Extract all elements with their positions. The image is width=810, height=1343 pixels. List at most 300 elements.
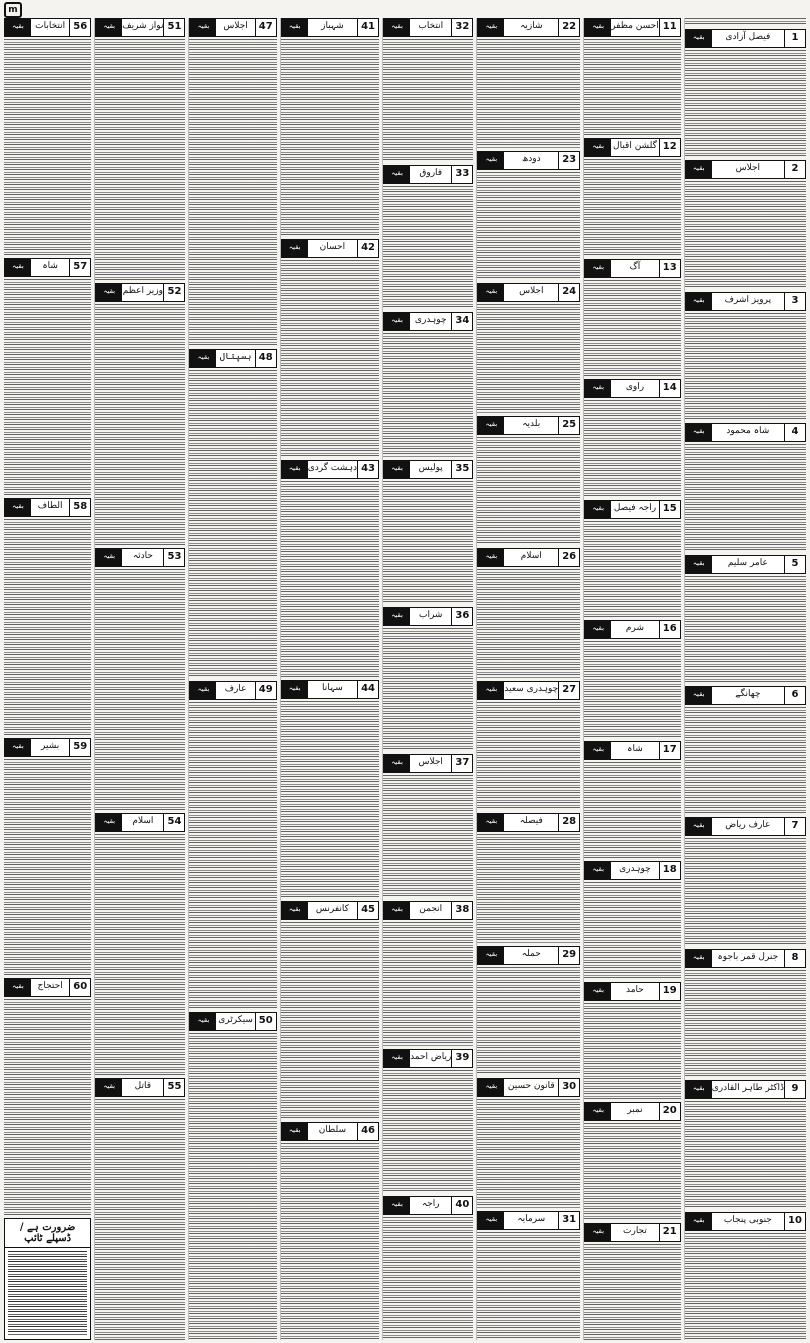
story-header[interactable]	[584, 500, 681, 519]
continued-badge: بقیہ	[5, 499, 31, 516]
continued-badge: بقیہ	[96, 19, 122, 36]
story-body-text	[584, 1123, 681, 1219]
story-block	[95, 18, 185, 280]
story-header[interactable]	[477, 1211, 580, 1230]
classified-ad-box	[4, 1218, 91, 1340]
story-body-text	[685, 707, 806, 814]
story-block	[281, 901, 379, 1119]
story-number: 22	[558, 19, 579, 36]
story-header[interactable]	[584, 379, 681, 398]
continued-badge: بقیہ	[585, 1103, 611, 1120]
story-header[interactable]	[383, 754, 473, 773]
story-block	[584, 741, 681, 858]
story-header[interactable]	[477, 151, 580, 170]
continued-badge: بقیہ	[384, 608, 410, 625]
story-title: شاہ	[627, 743, 643, 754]
story-body-text	[584, 39, 681, 135]
continued-badge: بقیہ	[96, 814, 122, 831]
story-header[interactable]	[281, 901, 379, 920]
classified-title: ضرورت ہے / ڈسپلے ٹائپ	[5, 1219, 90, 1248]
story-block	[383, 1196, 473, 1340]
story-body-text	[95, 569, 185, 810]
story-block	[383, 754, 473, 898]
story-header[interactable]	[685, 29, 806, 48]
story-title: شازیہ	[520, 21, 543, 31]
continued-badge: بقیہ	[686, 293, 712, 310]
continued-badge: بقیہ	[585, 19, 611, 36]
continued-badge: بقیہ	[282, 19, 308, 36]
story-number: 6	[784, 687, 805, 704]
story-body-text	[383, 775, 473, 898]
continued-badge: بقیہ	[585, 1224, 611, 1241]
story-header[interactable]	[685, 292, 806, 311]
newspaper-logo: m	[4, 2, 22, 18]
story-block	[383, 312, 473, 456]
story-body-text	[189, 702, 276, 1009]
story-title: اسلام	[132, 816, 154, 826]
story-body-text	[477, 569, 580, 678]
story-body-text	[477, 172, 580, 281]
story-title: نمبر	[627, 1105, 643, 1116]
story-header[interactable]	[477, 681, 580, 700]
story-title: چھانگے	[735, 689, 761, 700]
story-title: شرم	[625, 623, 644, 634]
story-number: 23	[558, 152, 579, 169]
story-title: دودھ	[521, 153, 541, 164]
story-title: جنوبی پنجاب	[723, 1214, 772, 1225]
story-block	[189, 681, 276, 1009]
story-body-text	[383, 628, 473, 751]
story-title: وزیر اعظم	[122, 286, 163, 296]
story-number: 54	[163, 814, 184, 831]
story-header[interactable]	[4, 738, 91, 757]
story-header[interactable]	[189, 18, 276, 37]
story-body-text	[189, 39, 276, 346]
story-body-text	[4, 39, 91, 255]
story-header[interactable]	[477, 548, 580, 567]
story-header[interactable]	[383, 1049, 473, 1068]
continued-badge: بقیہ	[478, 1212, 504, 1229]
story-title: ریاض احمد	[410, 1051, 452, 1062]
story-title: حملہ	[521, 948, 541, 959]
story-header[interactable]	[383, 460, 473, 479]
story-body-text	[383, 922, 473, 1045]
story-title: پولیس	[418, 462, 443, 473]
continued-badge: بقیہ	[686, 1081, 712, 1098]
story-body-text	[584, 641, 681, 737]
continued-badge: بقیہ	[96, 1079, 122, 1096]
story-block	[383, 460, 473, 604]
story-number: 13	[659, 260, 680, 277]
story-block	[95, 283, 185, 545]
continued-badge: بقیہ	[585, 862, 611, 879]
continued-badge: بقیہ	[686, 556, 712, 573]
story-number: 14	[659, 380, 680, 397]
story-title: اجلاس	[735, 163, 761, 174]
story-title: سلطان	[318, 1125, 347, 1136]
story-header[interactable]	[685, 555, 806, 574]
continued-badge: بقیہ	[5, 979, 31, 996]
story-block	[477, 681, 580, 811]
story-body-text	[95, 39, 185, 280]
story-title: ہسپتال	[219, 352, 252, 363]
story-header[interactable]	[584, 1223, 681, 1242]
continued-badge: بقیہ	[686, 161, 712, 178]
story-body-text	[477, 1099, 580, 1208]
story-header[interactable]	[4, 978, 91, 997]
story-header[interactable]	[584, 259, 681, 278]
continued-badge: بقیہ	[478, 947, 504, 964]
classified-body-text	[8, 1251, 87, 1336]
news-column	[382, 18, 473, 1340]
story-header[interactable]	[477, 18, 580, 37]
story-header[interactable]	[685, 817, 806, 836]
story-number: 43	[357, 461, 378, 478]
story-block	[477, 416, 580, 546]
story-block	[4, 498, 91, 735]
story-header[interactable]	[584, 18, 681, 37]
story-title: انجمن	[419, 904, 443, 915]
story-block	[584, 620, 681, 737]
story-header[interactable]	[189, 681, 276, 700]
story-header[interactable]	[685, 686, 806, 705]
story-header[interactable]	[95, 18, 185, 37]
story-header[interactable]	[4, 498, 91, 517]
story-header[interactable]	[584, 982, 681, 1001]
story-body-text	[477, 834, 580, 943]
continued-badge: بقیہ	[282, 681, 308, 698]
continued-badge: بقیہ	[190, 350, 216, 367]
continued-badge: بقیہ	[478, 814, 504, 831]
story-header[interactable]	[685, 949, 806, 968]
story-number: 29	[558, 947, 579, 964]
story-body-text	[4, 279, 91, 495]
continued-badge: بقیہ	[190, 19, 216, 36]
story-title: راوی	[625, 382, 645, 393]
story-block	[584, 500, 681, 617]
story-block	[95, 548, 185, 810]
continued-badge: بقیہ	[384, 313, 410, 330]
story-header[interactable]	[95, 283, 185, 302]
story-block	[95, 813, 185, 1075]
story-header[interactable]	[584, 861, 681, 880]
story-block	[584, 259, 681, 376]
story-block	[383, 607, 473, 751]
story-body-text	[281, 922, 379, 1119]
story-title: شہباز	[321, 21, 344, 31]
continued-badge: بقیہ	[282, 1123, 308, 1140]
continued-badge: بقیہ	[478, 1079, 504, 1096]
news-column	[280, 18, 379, 1340]
story-title: فاروق	[419, 168, 443, 179]
story-block	[685, 1080, 806, 1208]
story-body-text	[477, 1232, 580, 1341]
story-number: 12	[659, 139, 680, 156]
story-body-text	[477, 39, 580, 148]
story-block	[584, 982, 681, 1099]
story-number: 32	[451, 19, 472, 36]
story-number: 59	[69, 739, 90, 756]
story-title: نواز شریف	[122, 21, 164, 31]
story-title: بشیر	[41, 741, 60, 751]
story-block	[4, 978, 91, 1215]
continued-badge: بقیہ	[686, 424, 712, 441]
story-block	[685, 686, 806, 814]
story-title: آگ	[629, 261, 641, 272]
story-number: 26	[558, 549, 579, 566]
continued-badge: بقیہ	[384, 1197, 410, 1214]
story-block	[477, 151, 580, 281]
continued-badge: بقیہ	[96, 284, 122, 301]
story-title: الطاف	[37, 501, 63, 511]
story-number: 5	[784, 556, 805, 573]
story-title: حادثہ	[132, 551, 153, 561]
story-title: انتخابات	[35, 21, 66, 31]
story-number: 57	[69, 259, 90, 276]
story-header[interactable]	[383, 165, 473, 184]
story-title: احسان	[319, 241, 346, 252]
story-number: 55	[163, 1079, 184, 1096]
story-body-text	[685, 313, 806, 420]
story-header[interactable]	[477, 946, 580, 965]
story-header[interactable]	[281, 239, 379, 258]
story-block	[477, 946, 580, 1076]
story-number: 24	[558, 284, 579, 301]
continued-badge: بقیہ	[585, 983, 611, 1000]
continued-badge: بقیہ	[686, 687, 712, 704]
story-title: احتجاج	[37, 981, 63, 991]
story-number: 20	[659, 1103, 680, 1120]
story-number: 36	[451, 608, 472, 625]
story-body-text	[584, 280, 681, 376]
story-block	[477, 1078, 580, 1208]
story-title: قاتل	[134, 1081, 152, 1091]
story-body-text	[685, 444, 806, 551]
continued-badge: بقیہ	[190, 1013, 216, 1030]
story-block	[4, 18, 91, 255]
story-header[interactable]	[685, 423, 806, 442]
story-header[interactable]	[4, 18, 91, 37]
story-number: 50	[255, 1013, 276, 1030]
story-number: 56	[69, 19, 90, 36]
story-header[interactable]	[383, 901, 473, 920]
story-number: 39	[451, 1050, 472, 1067]
story-block	[477, 548, 580, 678]
story-block	[281, 239, 379, 457]
story-block	[281, 460, 379, 678]
story-body-text	[685, 1101, 806, 1208]
story-block	[584, 18, 681, 135]
story-number: 3	[784, 293, 805, 310]
story-number: 52	[163, 284, 184, 301]
story-header[interactable]	[477, 416, 580, 435]
continued-badge: بقیہ	[384, 19, 410, 36]
story-number: 16	[659, 621, 680, 638]
story-header[interactable]	[685, 160, 806, 179]
story-header[interactable]	[383, 1196, 473, 1215]
story-body-text	[383, 1217, 473, 1340]
story-number: 42	[357, 240, 378, 257]
story-title: چوہدری سعید	[504, 683, 559, 694]
story-body-text	[685, 576, 806, 683]
story-title: گلشن اقبال	[613, 141, 657, 152]
story-body-text	[4, 999, 91, 1215]
story-number: 37	[451, 755, 472, 772]
story-number: 33	[451, 166, 472, 183]
story-number: 25	[558, 417, 579, 434]
story-number: 28	[558, 814, 579, 831]
story-block	[584, 1102, 681, 1219]
story-block	[383, 165, 473, 309]
story-body-text	[584, 400, 681, 496]
continued-badge: بقیہ	[5, 19, 31, 36]
story-header[interactable]	[584, 620, 681, 639]
story-title: عامر سلیم	[727, 557, 768, 568]
continued-badge: بقیہ	[384, 166, 410, 183]
story-header[interactable]	[95, 1078, 185, 1097]
news-column	[684, 18, 806, 1340]
continued-badge: بقیہ	[478, 19, 504, 36]
continued-badge: بقیہ	[686, 950, 712, 967]
story-header[interactable]	[383, 312, 473, 331]
story-block	[4, 258, 91, 495]
story-header[interactable]	[281, 460, 379, 479]
story-block	[584, 1223, 681, 1340]
continued-badge: بقیہ	[686, 818, 712, 835]
story-title: اجلاس	[223, 21, 248, 31]
story-body-text	[584, 521, 681, 617]
story-number: 48	[255, 350, 276, 367]
story-body-text	[95, 834, 185, 1075]
story-header[interactable]	[584, 1102, 681, 1121]
story-header[interactable]	[281, 18, 379, 37]
story-body-text	[383, 333, 473, 456]
continued-badge: بقیہ	[282, 240, 308, 257]
story-block	[685, 29, 806, 157]
story-header[interactable]	[584, 138, 681, 157]
story-block	[584, 379, 681, 496]
story-number: 45	[357, 902, 378, 919]
story-number: 53	[163, 549, 184, 566]
story-number: 30	[558, 1079, 579, 1096]
story-number: 17	[659, 742, 680, 759]
story-body-text	[383, 186, 473, 309]
story-block	[95, 1078, 185, 1340]
story-title: حامد	[626, 984, 644, 995]
continued-badge: بقیہ	[585, 260, 611, 277]
story-block	[4, 738, 91, 975]
story-body-text	[281, 39, 379, 236]
story-body-text	[477, 702, 580, 811]
story-block	[477, 283, 580, 413]
story-body-text	[281, 1143, 379, 1340]
story-title: پرویز اشرف	[724, 294, 772, 305]
story-header[interactable]	[189, 349, 276, 368]
continued-badge: بقیہ	[478, 284, 504, 301]
continued-badge: بقیہ	[384, 755, 410, 772]
story-number: 38	[451, 902, 472, 919]
story-header[interactable]	[685, 1080, 806, 1099]
continued-badge: بقیہ	[384, 1050, 410, 1067]
continued-badge: بقیہ	[478, 152, 504, 169]
story-title: فیصل آزادی	[725, 32, 771, 42]
story-body-text	[685, 50, 806, 157]
story-title: شاہ محمود	[726, 426, 770, 437]
story-block	[685, 423, 806, 551]
story-header[interactable]	[685, 1212, 806, 1231]
story-body-text	[189, 1033, 276, 1340]
story-body-text	[685, 1233, 806, 1340]
news-column	[94, 18, 185, 1340]
story-number: 11	[659, 19, 680, 36]
story-number: 1	[784, 30, 805, 47]
story-title: انتخاب	[418, 21, 444, 31]
story-header[interactable]	[281, 680, 379, 699]
story-body-text	[383, 39, 473, 162]
story-header[interactable]	[477, 1078, 580, 1097]
story-header[interactable]	[584, 741, 681, 760]
story-number: 44	[357, 681, 378, 698]
story-header[interactable]	[4, 258, 91, 277]
story-body-text	[281, 481, 379, 678]
story-header[interactable]	[95, 548, 185, 567]
story-body-text	[685, 181, 806, 288]
story-number: 7	[784, 818, 805, 835]
continued-badge: بقیہ	[686, 30, 712, 47]
story-title: قانون حسین	[507, 1081, 555, 1091]
story-body-text	[685, 838, 806, 945]
continued-badge: بقیہ	[585, 380, 611, 397]
story-header[interactable]	[383, 18, 473, 37]
story-body-text	[95, 304, 185, 545]
story-body-text	[477, 437, 580, 546]
story-number: 21	[659, 1224, 680, 1241]
story-body-text	[584, 1003, 681, 1099]
story-number: 4	[784, 424, 805, 441]
story-title: احسن مظفر	[611, 21, 659, 31]
story-block	[685, 160, 806, 288]
story-body-text	[584, 882, 681, 978]
continued-badge: بقیہ	[478, 682, 504, 699]
story-title: سیکرٹری	[218, 1014, 253, 1025]
story-header[interactable]	[383, 607, 473, 626]
story-header[interactable]	[477, 813, 580, 832]
story-header[interactable]	[95, 813, 185, 832]
story-body-text	[685, 970, 806, 1077]
story-body-text	[383, 1070, 473, 1193]
continued-badge: بقیہ	[96, 549, 122, 566]
news-column	[188, 18, 276, 1340]
story-number: 10	[784, 1213, 805, 1230]
continued-badge: بقیہ	[384, 461, 410, 478]
story-header[interactable]	[189, 1012, 276, 1031]
story-header[interactable]	[281, 1122, 379, 1141]
story-header[interactable]	[477, 283, 580, 302]
story-block	[281, 18, 379, 236]
story-title: عارف ریاض	[725, 820, 771, 831]
news-column	[4, 18, 91, 1340]
story-block	[685, 817, 806, 945]
story-body-text	[4, 759, 91, 975]
story-block	[477, 18, 580, 148]
story-title: عارف	[224, 683, 247, 694]
story-block	[584, 861, 681, 978]
story-block	[685, 292, 806, 420]
story-title: تجارت	[623, 1225, 647, 1236]
story-title: فیصلہ	[519, 816, 543, 826]
continued-badge: بقیہ	[585, 742, 611, 759]
story-body-text	[95, 1099, 185, 1340]
